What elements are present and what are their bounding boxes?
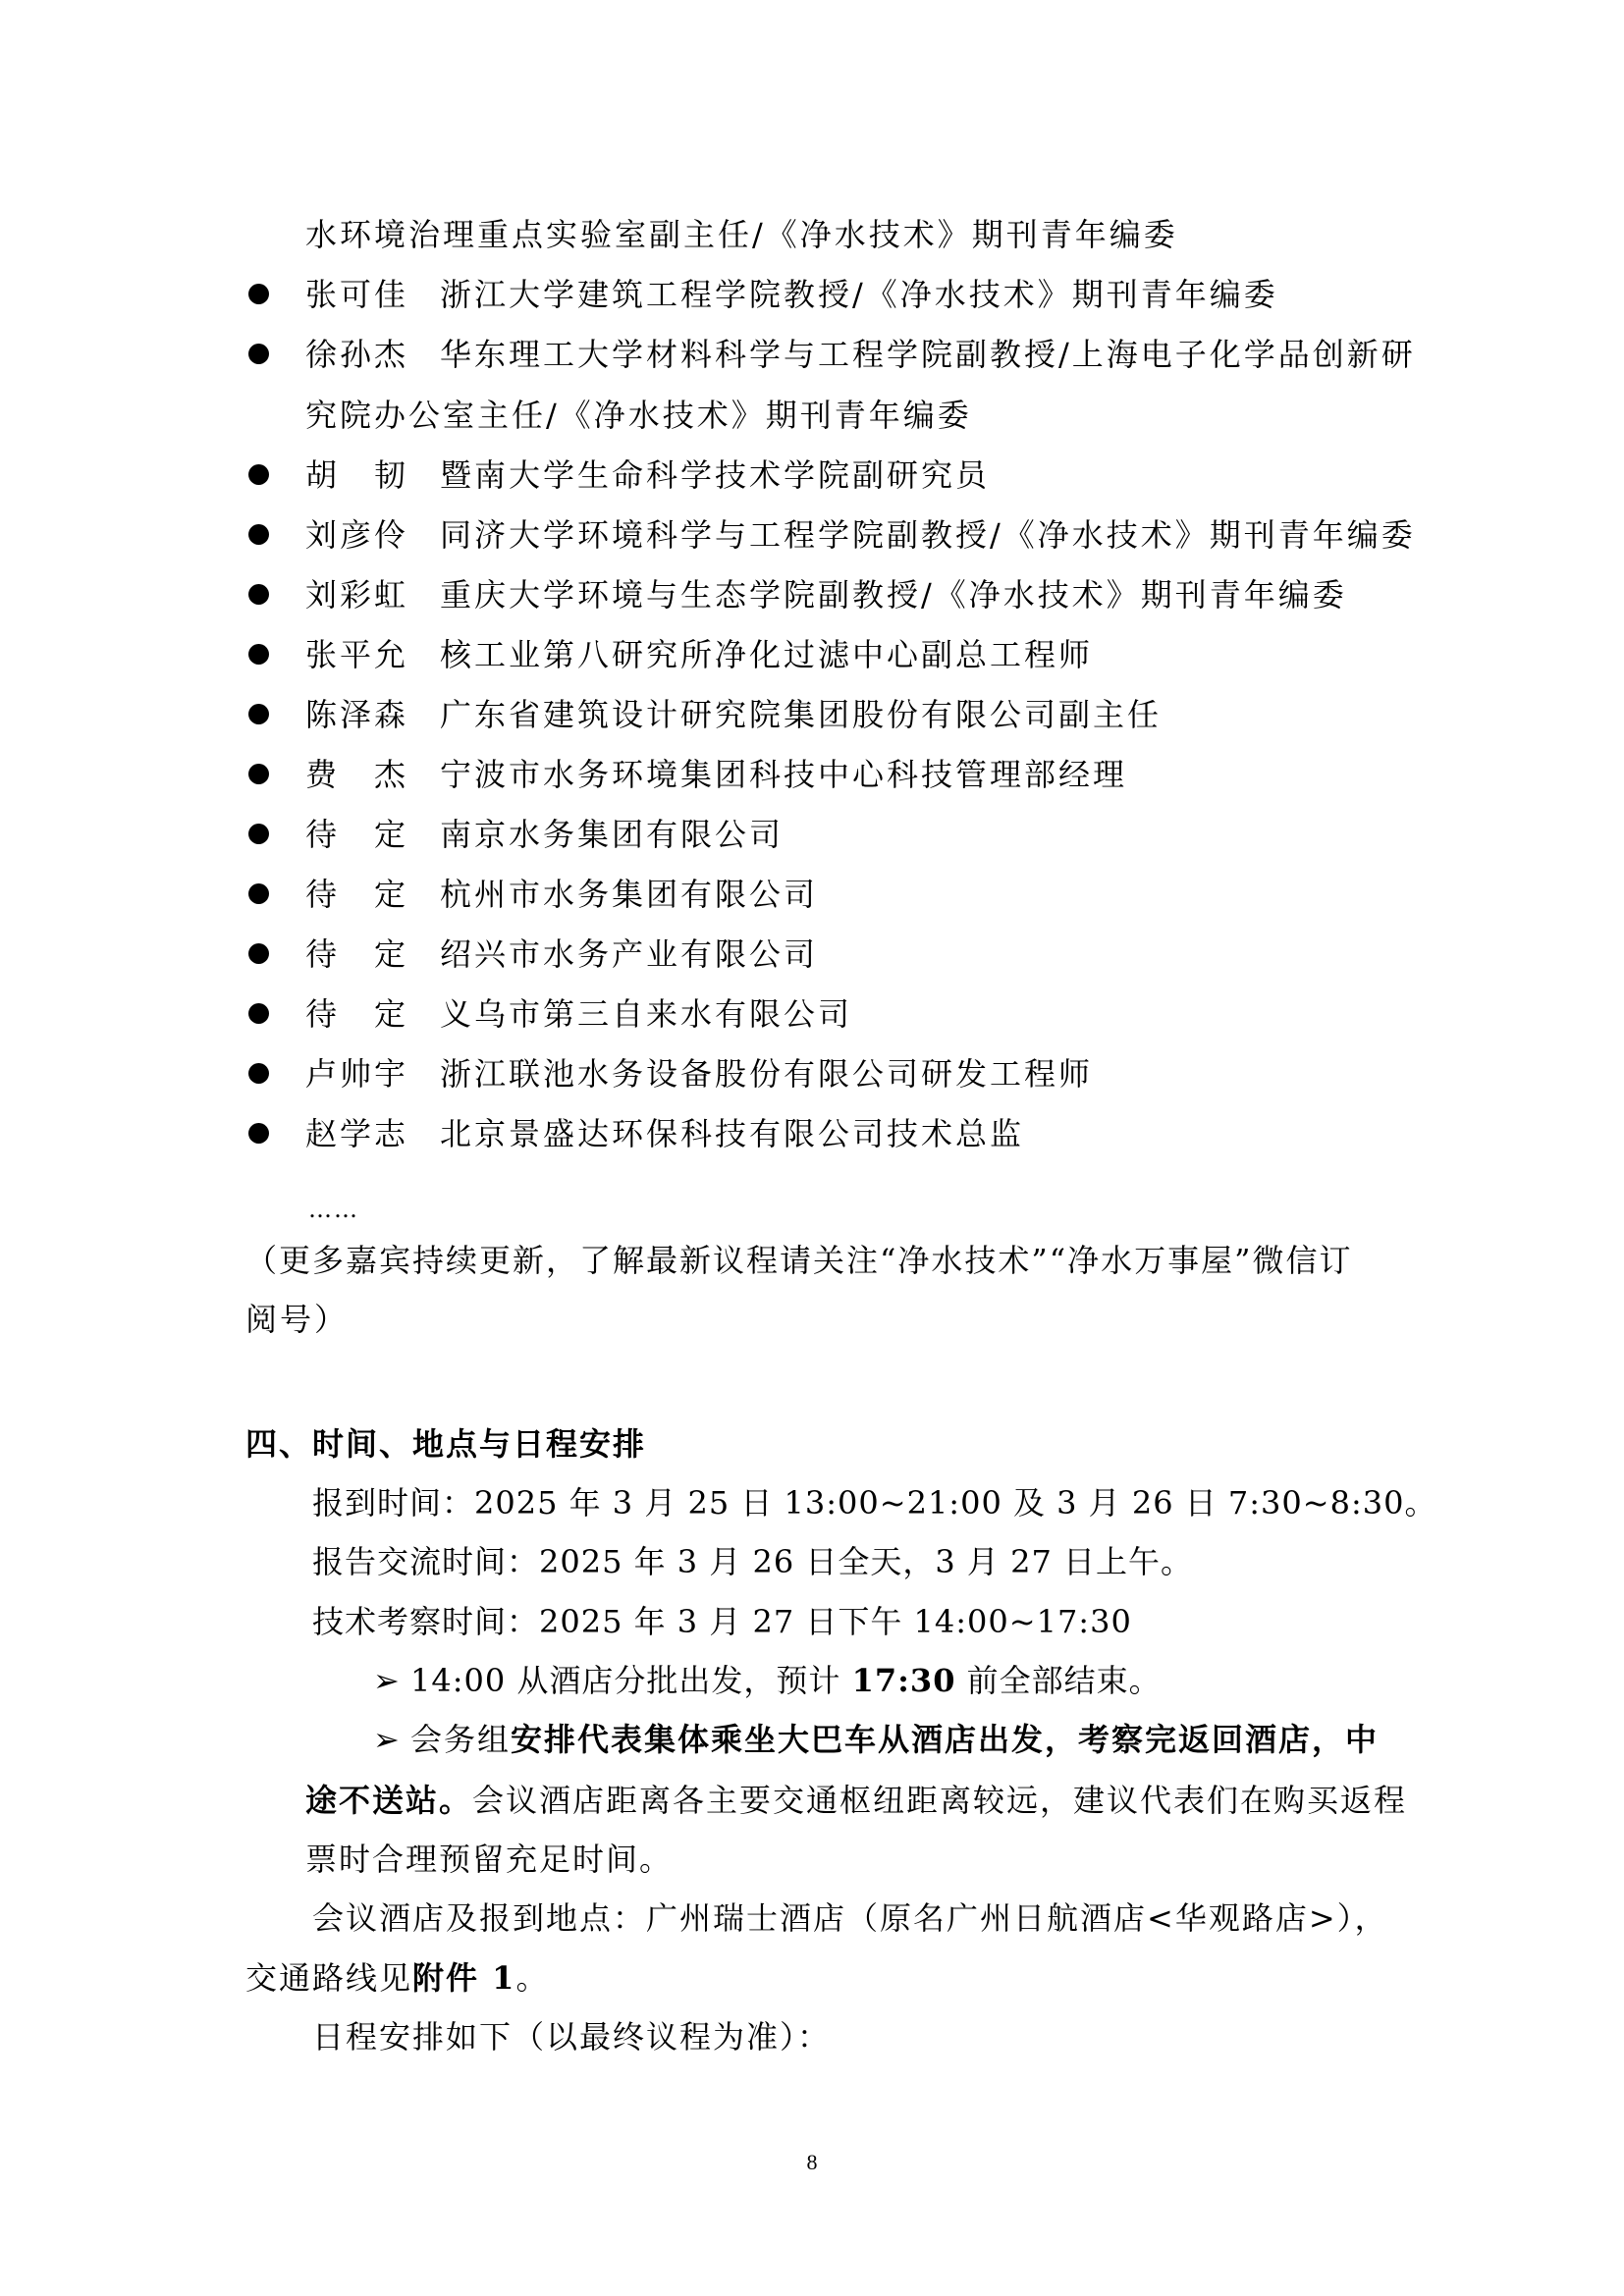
guest-list-item [245,693,1384,736]
guest-name: 卢帅宇 [305,1055,409,1093]
bullet-dot-icon [248,1063,269,1084]
guest-affiliation: 义乌市第三自来水有限公司 [440,995,853,1033]
tour-point-2-bold-end: 途不送站。 [305,1782,473,1819]
guest-affiliation: 核工业第八研究所净化过滤中心副总工程师 [440,636,1094,673]
tour-point-2-line2 [305,1779,1407,1822]
tour-point-2-line3: 票时合理预留充足时间。 [305,1841,674,1878]
hotel-line-1: 会议酒店及报到地点：广州瑞士酒店（原名广州日航酒店<华观路店>）， [312,1899,1388,1937]
bullet-dot-icon [248,644,269,665]
guest-name: 赵学志 [305,1115,409,1152]
section-heading: 四、时间、地点与日程安排 [245,1425,647,1463]
guest-affiliation: 浙江大学建筑工程学院教授/《净水技术》期刊青年编委 [440,276,1278,313]
registration-time: 报到时间：2025 年 3 月 25 日 13:00~21:00 及 3 月 26 日 7:30~8:30。 [312,1484,1437,1522]
guest-name: 徐孙杰 [305,336,409,373]
hotel-line-2 [245,1956,549,2000]
guest-name: 待 定 [305,995,409,1033]
bullet-dot-icon [248,883,269,904]
bullet-dot-icon [248,764,269,784]
guest-list-item [245,992,1384,1036]
bullet-dot-icon [248,824,269,844]
tour-point-2-rest: 会议酒店距离各主要交通枢纽距离较远，建议代表们在购买返程 [472,1782,1408,1819]
guest-name: 待 定 [305,816,409,853]
guest-name: 待 定 [305,876,409,913]
guest-list-item [245,273,1384,316]
bullet-dot-icon [248,464,269,485]
guest-affiliation: 杭州市水务集团有限公司 [440,876,819,913]
bullet-dot-icon [248,344,269,364]
guest-list-item [245,513,1416,557]
guest-name: 胡 韧 [305,456,409,494]
guest-note-line2: 阅号） [245,1301,350,1338]
tour-point-1-tail: 前全部结束。 [966,1662,1162,1699]
tour-point-2-bold: 安排代表集体乘坐大巴车从酒店出发，考察完返回酒店，中 [511,1721,1380,1758]
tour-time: 技术考察时间：2025 年 3 月 27 日下午 14:00~17:30 [312,1603,1132,1640]
guest-continuation-line: 水环境治理重点实验室副主任/《净水技术》期刊青年编委 [305,216,1178,253]
bullet-dot-icon [248,943,269,964]
guest-list-item [245,813,1384,856]
guest-list-item [245,933,1384,976]
guest-list-item [245,873,1384,916]
arrow-bullet-icon: ➢ [373,1721,402,1758]
guest-list-item [245,633,1384,676]
tour-point-2 [373,1718,1379,1761]
guest-item-continuation: 究院办公室主任/《净水技术》期刊青年编委 [305,397,972,434]
bullet-dot-icon [248,584,269,605]
guest-affiliation: 暨南大学生命科学技术学院副研究员 [440,456,991,494]
guest-affiliation: 重庆大学环境与生态学院副教授/《净水技术》期刊青年编委 [440,576,1347,614]
guest-list-item [245,1112,1384,1155]
guest-affiliation: 广东省建筑设计研究院集团股份有限公司副主任 [440,696,1163,733]
tour-point-1 [373,1659,1162,1702]
bullet-dot-icon [248,284,269,304]
guest-list-item [245,454,1384,497]
guest-affiliation: 绍兴市水务产业有限公司 [440,935,819,973]
guest-name: 刘彩虹 [305,576,409,614]
guest-list-item [245,333,1416,376]
hotel-route-end: 。 [515,1959,550,1997]
guest-affiliation: 南京水务集团有限公司 [440,816,785,853]
guest-list-item [245,573,1384,616]
guest-list-item [245,1052,1384,1095]
guest-note-line1: （更多嘉宾持续更新，了解最新议程请关注“净水技术”“净水万事屋”微信订 [245,1242,1353,1279]
bullet-dot-icon [248,524,269,545]
guest-name: 张平允 [305,636,409,673]
guest-list-ellipsis: …… [308,1196,359,1223]
guest-list-item [245,753,1384,796]
bullet-dot-icon [248,704,269,724]
report-time: 报告交流时间：2025 年 3 月 26 日全天，3 月 27 日上午。 [312,1543,1193,1580]
guest-affiliation: 华东理工大学材料科学与工程学院副教授/上海电子化学品创新研 [440,336,1416,373]
tour-point-2-text: 会务组 [410,1721,512,1758]
guest-name: 费 杰 [305,756,409,793]
attachment-reference: 附件 1 [412,1959,516,1997]
schedule-intro: 日程安排如下（以最终议程为准）： [312,2018,832,2056]
guest-affiliation: 北京景盛达环保科技有限公司技术总监 [440,1115,1025,1152]
page-number: 8 [806,2150,818,2174]
bullet-dot-icon [248,1123,269,1144]
guest-affiliation: 浙江联池水务设备股份有限公司研发工程师 [440,1055,1094,1093]
bullet-dot-icon [248,1003,269,1024]
guest-name: 陈泽森 [305,696,409,733]
guest-name: 张可佳 [305,276,409,313]
tour-point-1-end-time: 17:30 [851,1662,956,1699]
guest-name: 刘彦伶 [305,516,409,554]
guest-name: 待 定 [305,935,409,973]
guest-affiliation: 宁波市水务环境集团科技中心科技管理部经理 [440,756,1128,793]
hotel-route-text: 交通路线见 [245,1959,413,1997]
arrow-bullet-icon: ➢ [373,1662,401,1699]
guest-affiliation: 同济大学环境科学与工程学院副教授/《净水技术》期刊青年编委 [440,516,1416,554]
tour-point-1-text: 14:00 从酒店分批出发，预计 [410,1662,841,1699]
